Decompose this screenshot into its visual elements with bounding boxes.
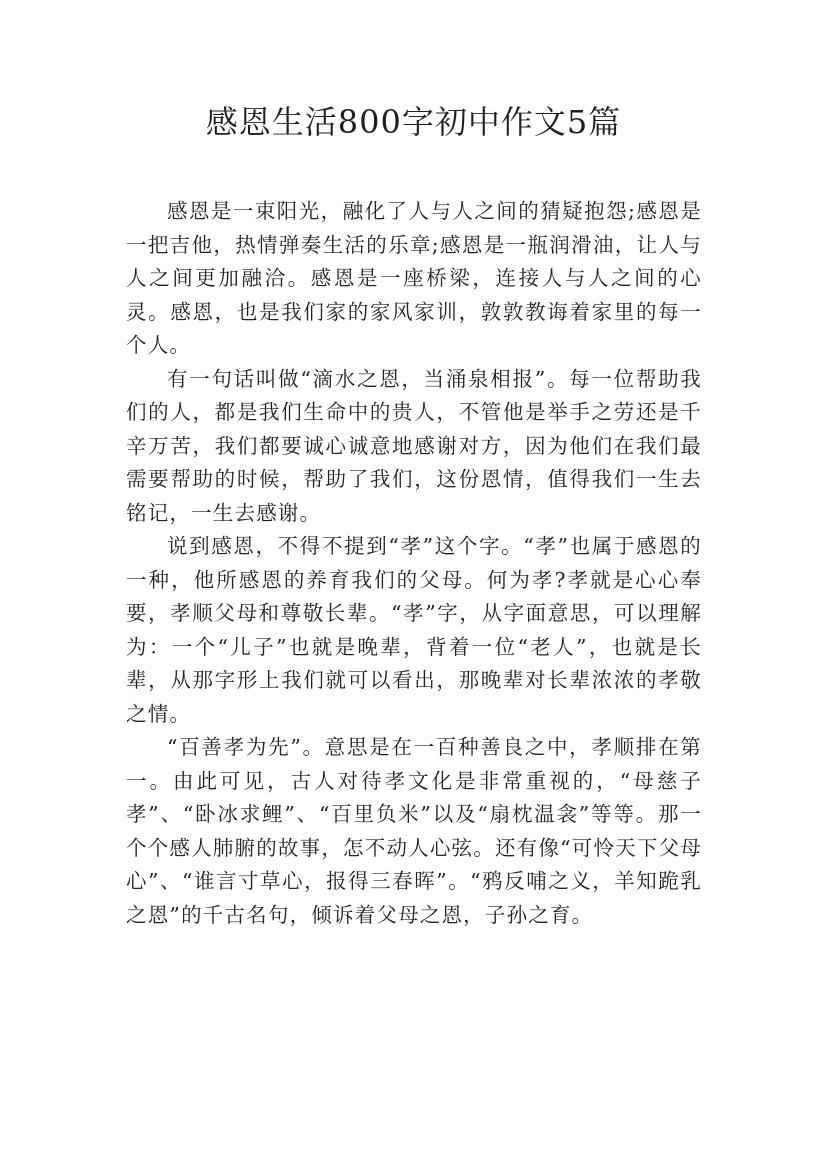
paragraph: 有一句话叫做“滴水之恩，当涌泉相报”。每一位帮助我们的人，都是我们生命中的贵人，不管他是举手之劳还是千辛万苦，我们都要诚心诚意地感谢对方，因为他们在我们最需要帮助的时候，帮助了我们，这份恩情，值得我们一生去铭记，一生去感谢。 — [126, 366, 702, 525]
paragraph: 感恩是一束阳光，融化了人与人之间的猜疑抱怨;感恩是一把吉他，热情弹奏生活的乐章;感恩是一瓶润滑油，让人与人之间更加融洽。感恩是一座桥梁，连接人与人之间的心灵。感恩，也是我们家的家风家训，敦敦教诲着家里的每一个人。 — [126, 199, 702, 357]
paragraph: 说到感恩，不得不提到“孝”这个字。“孝”也属于感恩的一种，他所感恩的养育我们的父母。何为孝?孝就是心心奉要，孝顺父母和尊敬长辈。“孝”字，从字面意思，可以理解为：一个“儿子”也就是晚辈，背着一位“老人”，也就是长辈，从那字形上我们就可以看出，那晚辈对长辈浓浓的孝敬之情。 — [126, 534, 702, 726]
document-body — [126, 195, 702, 932]
document-title: 感恩生活800字初中作文5篇 — [205, 103, 622, 141]
paragraph: “百善孝为先”。意思是在一百种善良之中，孝顺排在第一。由此可见，古人对待孝文化是非常重视的，“母慈子孝”、“卧冰求鲤”、“百里负米”以及“扇枕温衾”等等。那一个个感人肺腑的故事，怎不动人心弦。还有像“可怜天下父母心”、“谁言寸草心，报得三春晖”。“鸦反哺之义，羊知跪乳之恩”的千古名句，倾诉着父母之恩，子孙之育。 — [126, 735, 702, 927]
